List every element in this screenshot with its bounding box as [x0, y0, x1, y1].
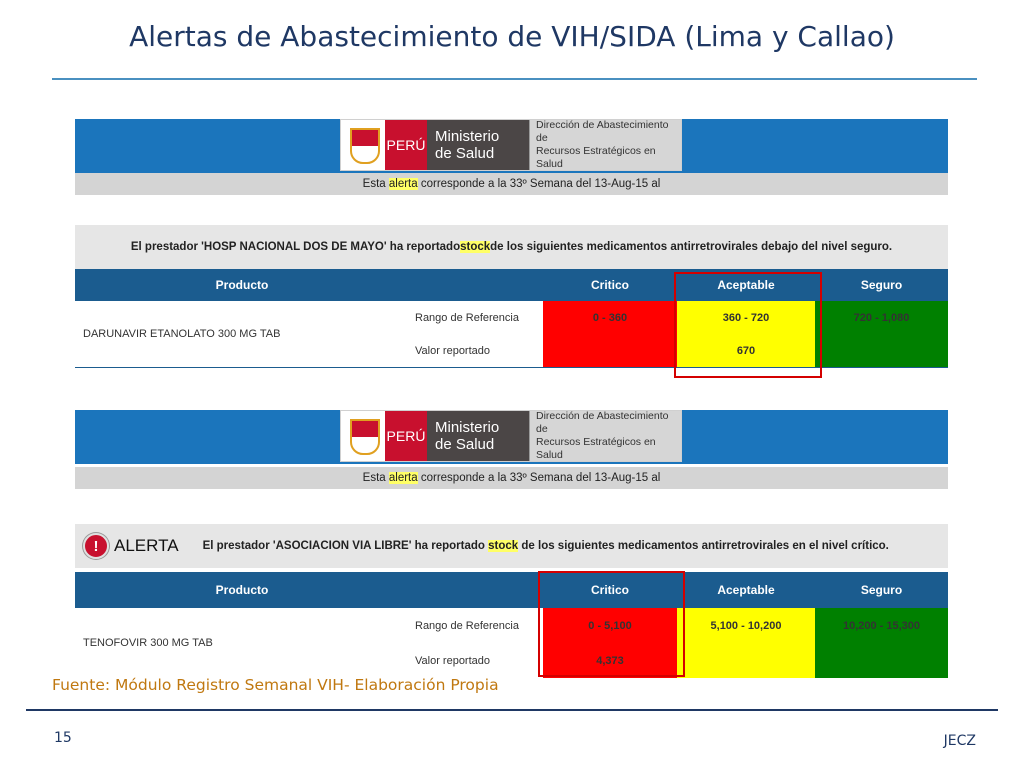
- aceptable-range: 5,100 - 10,200: [710, 619, 782, 632]
- minsa-header-band-2: [75, 410, 948, 464]
- valor-label: Valor reportado: [415, 344, 491, 357]
- col-aceptable: Aceptable: [717, 583, 775, 597]
- critico-cell: [543, 301, 677, 367]
- ministry-label: Ministerio de Salud: [427, 411, 529, 461]
- row-labels: [409, 608, 543, 678]
- aceptable-cell: [677, 608, 815, 678]
- col-producto: Producto: [215, 583, 269, 597]
- seguro-cell: [815, 608, 948, 678]
- alert-exclamation-icon: !: [83, 533, 109, 559]
- col-seguro: Seguro: [860, 583, 903, 597]
- alert-text: El prestador 'ASOCIACION VIA LIBRE' ha reportado stock de los siguientes medicamentos antirretrovirales en el nivel crítico.: [202, 540, 889, 552]
- highlight-box-1: [674, 272, 822, 378]
- source-note: Fuente: Módulo Registro Semanal VIH- Elaboración Propia: [52, 676, 499, 694]
- valor-label: Valor reportado: [415, 654, 491, 667]
- col-seguro: Seguro: [860, 278, 903, 292]
- seguro-range: 720 - 1,080: [853, 311, 910, 324]
- critico-range: 0 - 360: [592, 311, 628, 324]
- table-header: [75, 572, 948, 608]
- peru-coat-of-arms-icon: [341, 411, 385, 461]
- col-critico: Critico: [590, 583, 629, 597]
- reported-value: 4,373: [596, 654, 624, 667]
- peru-label: PERÚ: [385, 120, 427, 170]
- page-number: 15: [54, 730, 72, 746]
- col-aceptable: Aceptable: [717, 278, 775, 292]
- aceptable-range: 360 - 720: [722, 311, 770, 324]
- direccion-label: Dirección de Abastecimiento de Recursos Estratégicos en Salud: [529, 120, 681, 170]
- table-row: [75, 608, 948, 678]
- ministry-label: Ministerio de Salud: [427, 120, 529, 170]
- title-divider: [52, 78, 977, 80]
- rango-label: Rango de Referencia: [415, 619, 519, 632]
- alert-message-2: [75, 524, 948, 568]
- rango-label: Rango de Referencia: [415, 311, 519, 324]
- footer-divider: [26, 709, 998, 711]
- alert-message-1: El prestador 'HOSP NACIONAL DOS DE MAYO' ha reportado stock de los siguientes medicamentos antirretrovirales debajo del nivel seguro.: [75, 225, 948, 269]
- author-initials: JECZ: [943, 733, 976, 749]
- col-critico: Critico: [590, 278, 629, 292]
- reported-value: 670: [736, 344, 756, 357]
- week-notice-2: Esta alerta corresponde a la 33º Semana del 13-Aug-15 al: [75, 467, 948, 489]
- minsa-logo: [340, 410, 682, 462]
- peru-label: PERÚ: [385, 411, 427, 461]
- alert-badge: ALERTA: [114, 536, 179, 555]
- seguro-range: 10,200 - 15,300: [842, 619, 921, 632]
- product-name: TENOFOVIR 300 MG TAB: [83, 637, 213, 649]
- peru-coat-of-arms-icon: [341, 120, 385, 170]
- stock-table-2: [75, 572, 948, 678]
- row-labels: [409, 301, 543, 367]
- direccion-label: Dirección de Abastecimiento de Recursos Estratégicos en Salud: [529, 411, 681, 461]
- slide-title: Alertas de Abastecimiento de VIH/SIDA (Lima y Callao): [129, 20, 895, 53]
- critico-range: 0 - 5,100: [588, 619, 632, 632]
- week-notice-1: Esta alerta corresponde a la 33º Semana del 13-Aug-15 al: [75, 173, 948, 195]
- product-name: DARUNAVIR ETANOLATO 300 MG TAB: [83, 328, 281, 340]
- minsa-logo: [340, 119, 682, 171]
- col-producto: Producto: [215, 278, 269, 292]
- highlight-box-2: [538, 571, 685, 677]
- minsa-header-band-1: [75, 119, 948, 173]
- seguro-cell: [815, 301, 948, 367]
